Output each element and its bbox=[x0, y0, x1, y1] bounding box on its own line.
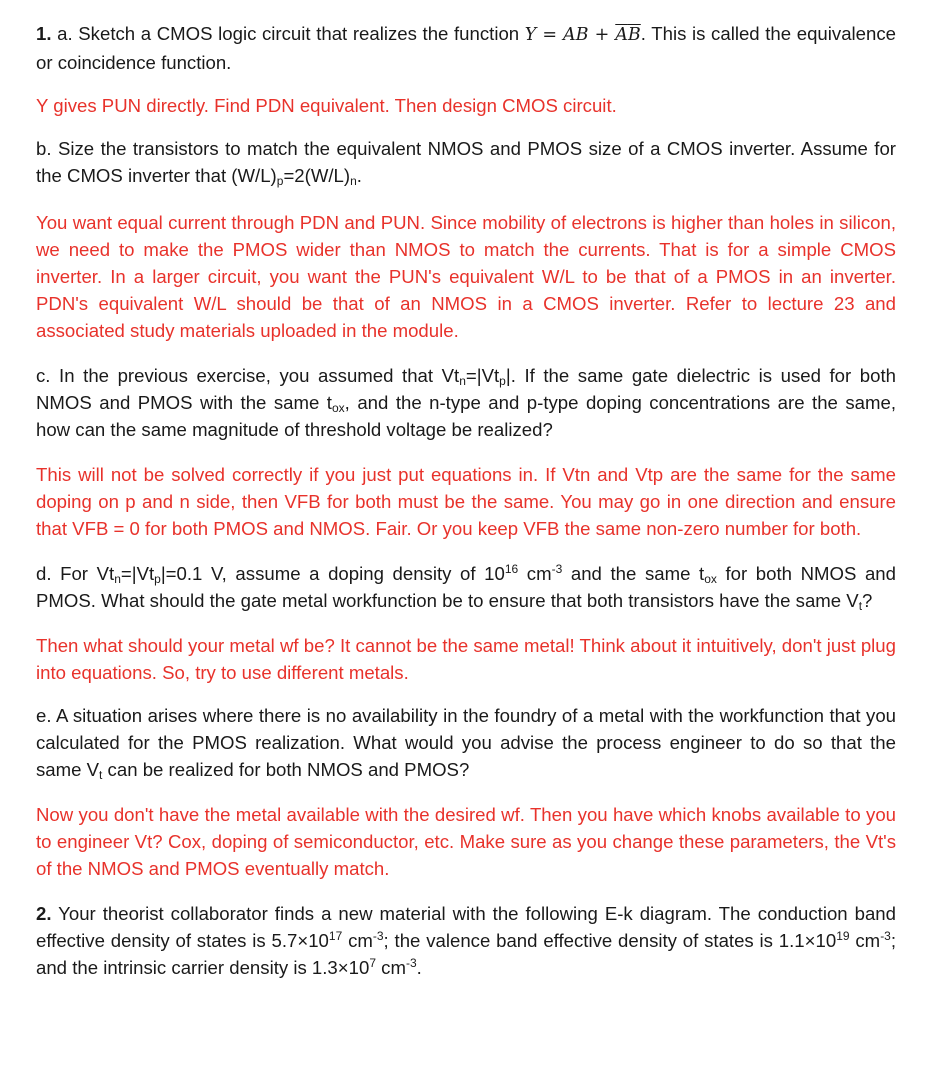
answer-1e: Now you don't have the metal available with the desired wf. Then you have which knobs available to you to engineer Vt? Cox, doping of semiconductor, etc. Make sure as you change these parameters, the Vt's of the NMOS and PMOS eventually match. bbox=[36, 804, 896, 879]
answer-1c: This will not be solved correctly if you just put equations in. If Vtn and Vtp are the same for the same doping on p and n side, then VFB for both must be the same. You may go in one direction and ensure that VFB = 0 for both PMOS and NMOS. Fair. Or you keep VFB the same non-zero number for both. bbox=[36, 464, 896, 539]
answer-1b: You want equal current through PDN and PUN. Since mobility of electrons is higher than holes in silicon, we need to make the PMOS wider than NMOS to match the currents. That is for a simple CMOS inverter. In a larger circuit, you want the PUN's equivalent W/L to be that of a PMOS in an inverter. PDN's equivalent W/L should be that of an NMOS in a CMOS inverter. Refer to lecture 23 and associated study materials uploaded in the module. bbox=[36, 212, 896, 341]
question-1d: d. For $Vt_n=|Vt_p|=0.1$ V, assume a doping density of $10^{16}$ $cm^{-3}$ and the same $t_{ox}$ for both NMOS and PMOS. What should the gate metal workfunction be to ensure that both transistors have the same $V_t$? bbox=[36, 562, 896, 613]
question-number: 2. bbox=[36, 903, 52, 924]
question-number: 1. bbox=[36, 23, 52, 44]
question-1c: c. In the previous exercise, you assumed that $Vt_n=|Vt_p|$. If the same gate dielectric is used for both NMOS and PMOS with the same $t_{ox}$, and the n-type and p-type doping concentrations are the same, how can the same magnitude of threshold voltage be realized? bbox=[36, 365, 896, 440]
answer-1a: Y gives PUN directly. Find PDN equivalent. Then design CMOS circuit. bbox=[36, 95, 617, 116]
boolean-function: Y = AB + $\overline{A}\overline{B}$ bbox=[524, 25, 641, 45]
answer-1d: Then what should your metal wf be? It cannot be the same metal! Think about it intuitively, don't just plug into equations. So, try to use different metals. bbox=[36, 635, 896, 683]
question-1a: 1. a. Sketch a CMOS logic circuit that realizes the function Y = AB + $\overline{A}\overline{B}$. This is called the equivalence or coincidence function. bbox=[36, 23, 896, 73]
question-1e: e. A situation arises where there is no availability in the foundry of a metal with the workfunction that you calculated for the PMOS realization. What would you advise the process engineer to do so that the same $V_t$ can be realized for both NMOS and PMOS? bbox=[36, 705, 896, 782]
question-1b: b. Size the transistors to match the equivalent NMOS and PMOS size of a CMOS inverter. Assume for the CMOS inverter that $(W/L)_p=2(W/L)_n$. bbox=[36, 138, 896, 188]
question-2: 2. Your theorist collaborator finds a new material with the following E-k diagram. The conduction band effective density of states is $5.7\times 10^{17}$ $cm^{-3}$; the valence band effective density of states is $1.1\times 10^{19}$ $cm^{-3}$; and the intrinsic carrier density is $1.3\times 10^7$ $cm^{-3}$. bbox=[36, 903, 897, 978]
